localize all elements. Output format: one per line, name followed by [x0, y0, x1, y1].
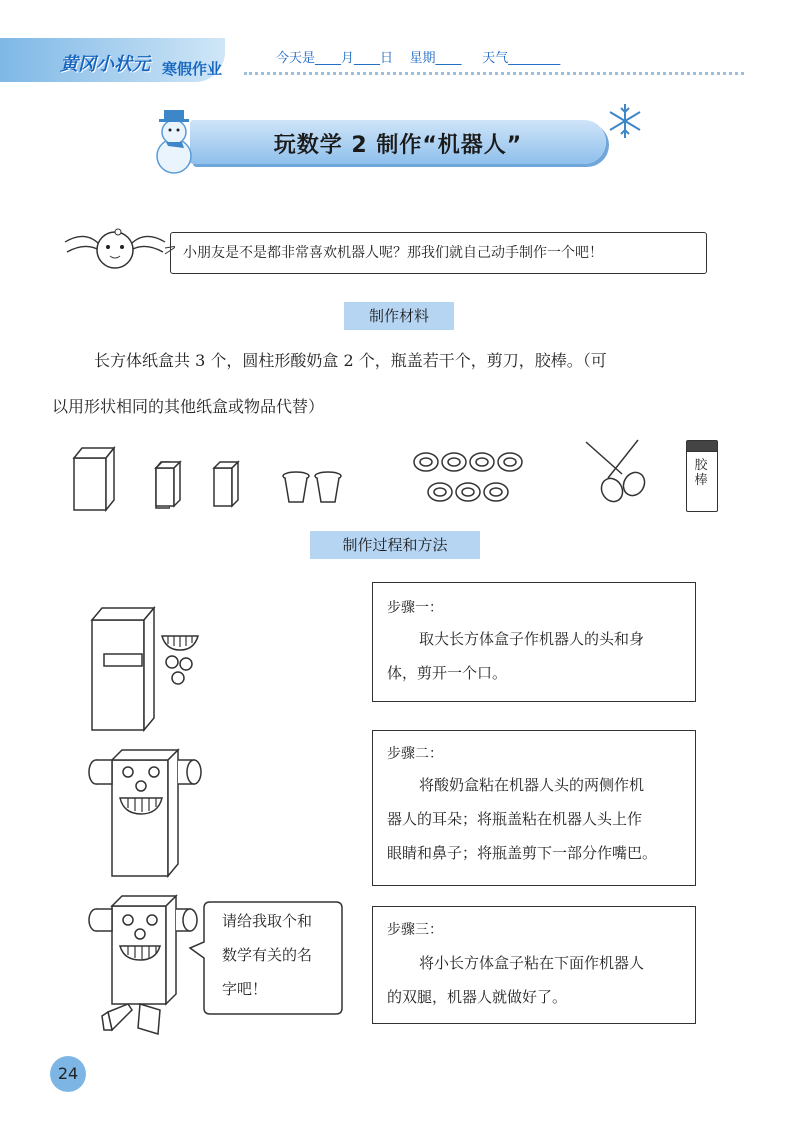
- robot-step2-illustration: [82, 738, 212, 878]
- step2-line3: 眼睛和鼻子；将瓶盖剪下一部分作嘴巴。: [387, 844, 658, 862]
- step1-line2: 体，剪开一个口。: [387, 664, 508, 682]
- glue-stick-icon: [686, 440, 718, 512]
- snowflake-icon: [606, 102, 644, 140]
- bubble-line2: 数学有关的名: [222, 946, 313, 964]
- date-weather-line: 今天是____月____日 星期____ 天气________: [276, 51, 561, 66]
- small-box-illustrations: [150, 456, 250, 516]
- robot-step1-illustration: [80, 598, 220, 736]
- step2-box: [372, 730, 696, 886]
- step1-box: [372, 582, 696, 702]
- materials-text-line2: 以用形状相同的其他纸盒或物品代替）: [52, 397, 325, 416]
- step2-line1: 将酸奶盒粘在机器人头的两侧作机: [419, 776, 645, 794]
- step3-line1: 将小长方体盒子粘在下面作机器人: [419, 954, 645, 972]
- step2-line2: 器人的耳朵；将瓶盖粘在机器人头上作: [387, 810, 643, 828]
- yogurt-cups-icon: [280, 466, 350, 514]
- glue-stick-label: 胶棒: [694, 458, 708, 488]
- step3-title: 步骤三：: [387, 922, 443, 938]
- step1-line1: 取大长方体盒子作机器人的头和身: [419, 630, 645, 648]
- page-number: 24: [50, 1056, 86, 1092]
- robot-step3-illustration: [82, 890, 202, 1040]
- materials-heading: 制作材料: [344, 302, 454, 330]
- bottle-caps-icon: [408, 446, 538, 512]
- bubble-line1: 请给我取个和: [222, 912, 313, 930]
- scissors-icon: [578, 436, 654, 506]
- workbook-title: 寒假作业: [162, 60, 223, 78]
- step2-title: 步骤二：: [387, 746, 443, 762]
- bubble-line3: 字吧！: [222, 980, 268, 998]
- brand-logo: 黄冈小状元: [60, 54, 150, 75]
- step3-box: [372, 906, 696, 1024]
- step3-line2: 的双腿，机器人就做好了。: [387, 988, 568, 1006]
- process-heading: 制作过程和方法: [310, 531, 480, 559]
- materials-text-line1: 长方体纸盒共 3 个，圆柱形酸奶盒 2 个，瓶盖若干个，剪刀，胶棒。（可: [94, 351, 607, 370]
- intro-text: 小朋友是不是都非常喜欢机器人呢？那我们就自己动手制作一个吧！: [183, 245, 603, 261]
- bird-mascot-icon: [55, 220, 175, 280]
- snowman-icon: [140, 104, 210, 176]
- page-title: 玩数学 2 制作“机器人”: [273, 133, 523, 158]
- header-dotted-line: [244, 72, 744, 75]
- step1-title: 步骤一：: [387, 600, 443, 616]
